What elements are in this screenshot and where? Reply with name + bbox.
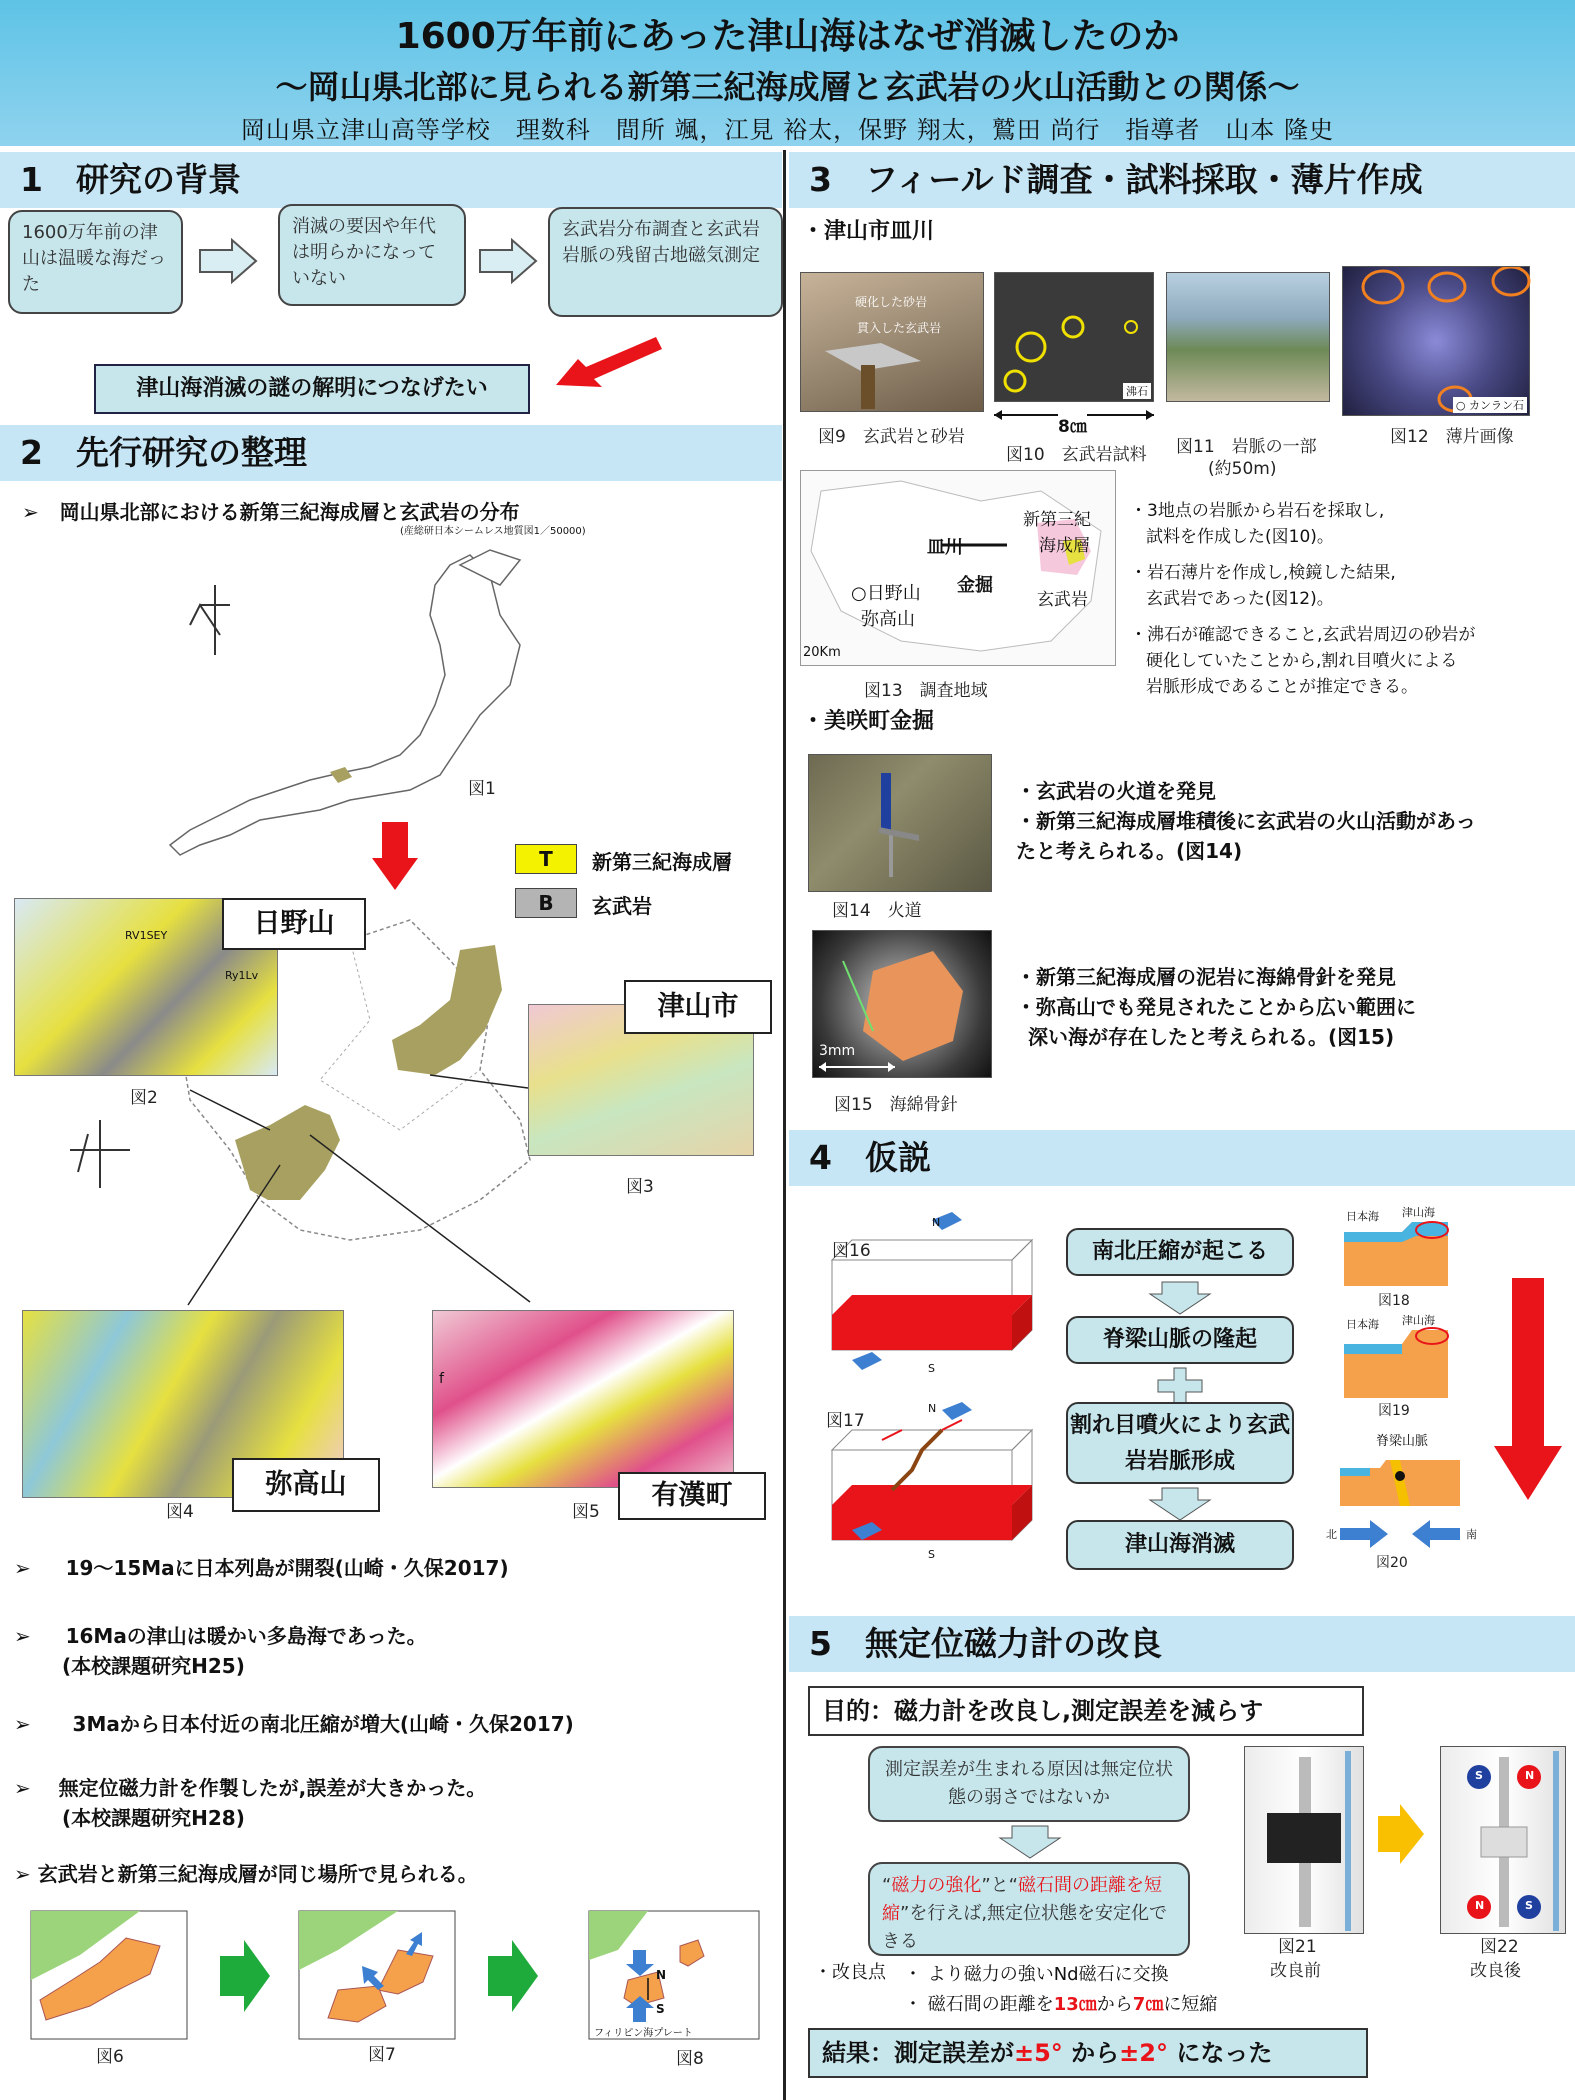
fig20-south: 南 — [1466, 1528, 1477, 1541]
fig9-photo: 硬化した砂岩 貫入した玄武岩 — [800, 272, 984, 412]
place-label-yatakasan: 弥高山 — [232, 1458, 380, 1512]
prior-research-bullet-5: ➢ 玄武岩と新第三紀海成層が同じ場所で見られる。 — [14, 1862, 478, 1886]
fig7-caption: 図7 — [368, 2045, 396, 2065]
legend-t-label: 新第三紀海成層 — [592, 850, 732, 874]
prior-research-bullet-4-ref: (本校課題研究H28) — [62, 1806, 245, 1830]
prior-research-bullet-2: ➢ 16Maの津山は暖かい多島海であった。 — [14, 1624, 427, 1648]
fig15-photo: 3mm — [812, 930, 992, 1078]
fig11-photo — [1166, 272, 1330, 402]
prior-research-bullet-4: ➢ 無定位磁力計を作製したが,誤差が大きかった。 — [14, 1776, 487, 1800]
plus-icon — [1156, 1366, 1204, 1406]
cause-hypothesis-box: 測定誤差が生まれる原因は無定位状態の弱さではないか — [868, 1746, 1190, 1822]
fig17-caption: 図17 — [826, 1411, 865, 1431]
fig21-caption-2: 改良前 — [1270, 1961, 1321, 1981]
fig5-caption: 図5 — [572, 1502, 600, 1522]
fig22-caption-2: 改良後 — [1470, 1961, 1521, 1981]
research-goal-box: 津山海消滅の謎の解明につなげたい — [94, 364, 530, 414]
fig14-notes: ・玄武岩の火道を発見 ・新第三紀海成層堆積後に玄武岩の火山活動があっ たと考えられる。(図14) — [1016, 779, 1476, 863]
column-divider — [783, 150, 786, 2100]
improvement-1: ・ より磁力の強いNd磁石に交換 — [904, 1964, 1169, 1985]
fig21-caption: 図21 — [1278, 1937, 1317, 1957]
hypothesis-step-1: 南北圧縮が起こる — [1066, 1228, 1294, 1276]
flow-arrow-icon — [198, 238, 258, 284]
hypothesis-step-3: 割れ目噴火により玄武岩岩脈形成 — [1066, 1402, 1294, 1484]
section-5-heading: 5 無定位磁力計の改良 — [789, 1616, 1575, 1672]
fig10-photo: 沸石 — [994, 272, 1154, 402]
fig19-sea-label: 日本海 — [1346, 1318, 1379, 1331]
fig22-caption: 図22 — [1480, 1937, 1519, 1957]
fig6-caption: 図6 — [96, 2047, 124, 2067]
fig8-plate-label: フィリピン海プレート — [594, 2028, 693, 2039]
improvement-label: ・改良点 — [814, 1962, 886, 1983]
fig18-sea-label: 日本海 — [1346, 1210, 1379, 1223]
fig20-title: 脊梁山脈 — [1376, 1434, 1429, 1449]
background-box-1: 1600万年前の津山は温暖な海だった — [8, 210, 183, 314]
fig19-caption: 図19 — [1378, 1403, 1410, 1419]
fig16-north: N — [932, 1216, 941, 1229]
section-2-heading: 2 先行研究の整理 — [0, 425, 782, 481]
hypothesis-step-4: 津山海消滅 — [1066, 1520, 1294, 1570]
fig4-caption: 図4 — [166, 1502, 194, 1522]
fig12-photo: ○ カンラン石 — [1342, 266, 1530, 416]
prior-research-bullet-1: ➢ 19～15Maに日本列島が開裂(山崎・久保2017) — [14, 1556, 509, 1580]
background-box-3: 玄武岩分布調査と玄武岩岩脈の残留古地磁気測定 — [548, 207, 783, 317]
fig16-south: S — [928, 1362, 935, 1375]
improvement-hypothesis-box: “磁力の強化”と“磁石間の距離を短縮”を行えば,無定位状態を安定化できる — [868, 1862, 1190, 1956]
result-box: 結果：測定誤差が±5° から±2° になった — [808, 2028, 1368, 2078]
fig15-caption: 図15 海綿骨針 — [834, 1095, 958, 1115]
fig9-caption: 図9 玄武岩と砂岩 — [818, 427, 965, 447]
fig8-south: S — [656, 2002, 665, 2016]
place-label-tsuyama: 津山市 — [624, 980, 772, 1034]
map-source: (産総研日本シームレス地質図1／50000) — [400, 526, 586, 537]
section-1-heading: 1 研究の背景 — [0, 152, 782, 208]
fig10-caption: 図10 玄武岩試料 — [1006, 445, 1147, 465]
fig17-south: S — [928, 1548, 935, 1561]
poster-header — [0, 0, 1575, 146]
fig2-geologic-map: RV1SEY Ry1Lv — [14, 898, 278, 1076]
poster-subtitle: ～岡山県北部に見られる新第三紀海成層と玄武岩の火山活動との関係～ — [275, 68, 1300, 106]
fig13-map: 皿川 金掘 ○日野山 弥高山 新第三紀 海成層 玄武岩 20Km — [800, 470, 1116, 666]
poster-authors: 岡山県立津山高等学校 理数科 間所 颯，江見 裕太，保野 翔太，鷲田 尚行 指導者 山本 隆史 — [240, 116, 1335, 144]
red-down-arrow-icon — [370, 820, 420, 892]
green-arrow-icon — [218, 1938, 272, 2014]
fig14-caption: 図14 火道 — [832, 901, 922, 921]
fig11-caption-2: (約50m) — [1208, 459, 1277, 479]
prior-research-bullet-3: ➢ 3Maから日本付近の南北圧縮が増大(山崎・久保2017) — [14, 1712, 574, 1736]
poster-title: 1600万年前にあった津山海はなぜ消滅したのか — [395, 16, 1180, 57]
fig17-north: N — [928, 1402, 937, 1415]
red-arrow-icon — [548, 333, 666, 405]
fig14-photo — [808, 754, 992, 892]
fig19-tsuyama-label: 津山海 — [1402, 1314, 1435, 1327]
down-arrow-icon — [1148, 1486, 1212, 1522]
red-down-arrow-icon — [1492, 1276, 1564, 1502]
legend-b-label: 玄武岩 — [592, 894, 652, 918]
fig3-caption: 図3 — [626, 1177, 654, 1197]
japan-map — [160, 545, 560, 875]
fig20-diagram — [1330, 1450, 1470, 1554]
fig11-caption: 図11 岩脈の一部 — [1176, 437, 1317, 457]
prior-research-bullet-2-ref: (本校課題研究H25) — [62, 1654, 245, 1678]
place-label-yubara: 有漢町 — [618, 1472, 766, 1520]
section-3-heading: 3 フィールド調査・試料採取・薄片作成 — [789, 152, 1575, 208]
purpose-box: 目的：磁力計を改良し,測定誤差を減らす — [808, 1686, 1364, 1736]
fig21-photo — [1244, 1746, 1364, 1934]
fig8-diagram — [588, 1910, 760, 2040]
improvement-2: ・ 磁石間の距離を13㎝から7㎝に短縮 — [904, 1994, 1218, 2015]
green-arrow-icon — [486, 1938, 540, 2014]
down-arrow-icon — [1148, 1280, 1212, 1316]
flow-arrow-icon — [478, 238, 538, 284]
fig19-diagram — [1342, 1324, 1452, 1400]
fig1-caption: 図1 — [468, 779, 496, 799]
fig8-north: N — [656, 1968, 667, 1982]
fig18-caption: 図18 — [1378, 1293, 1410, 1309]
fig20-caption: 図20 — [1376, 1555, 1408, 1571]
fig5-geologic-map: f — [432, 1310, 734, 1488]
map-title: ➢ 岡山県北部における新第三紀海成層と玄武岩の分布 — [22, 500, 520, 524]
fig12-caption: 図12 薄片画像 — [1390, 427, 1514, 447]
place-label-hiruzen: 日野山 — [222, 898, 366, 950]
fig6-diagram — [30, 1910, 188, 2040]
hypothesis-step-2: 脊梁山脈の隆起 — [1066, 1316, 1294, 1364]
fig8-caption: 図8 — [676, 2049, 704, 2069]
fig7-diagram — [298, 1910, 456, 2040]
kanehori-subheading: ・美咲町金掘 — [802, 709, 935, 734]
field-notes: ・3地点の岩脈から岩石を採取し, 試料を作成した(図10)。 ・岩石薄片を作成し,検鏡した結果, 玄武岩であった(図12)。 ・沸石が確認できること,玄武岩周辺の砂岩が 硬化していたことから,割れ目噴火による 岩脈形成であることが推定できる。 — [1130, 501, 1476, 697]
fig22-photo: S N N S — [1440, 1746, 1566, 1934]
down-arrow-icon — [998, 1824, 1062, 1860]
fig10-scale: 8㎝ — [1058, 412, 1087, 437]
fig13-caption: 図13 調査地域 — [864, 681, 988, 701]
legend-t-swatch: T — [515, 844, 577, 874]
section-4-heading: 4 仮説 — [789, 1130, 1575, 1186]
sarakawa-subheading: ・津山市皿川 — [802, 219, 935, 244]
background-box-2: 消滅の要因や年代は明らかになっていない — [278, 204, 466, 306]
fig15-notes: ・新第三紀海成層の泥岩に海綿骨針を発見 ・弥高山でも発見されたことから広い範囲に 深い海が存在したと考えられる。(図15) — [1016, 965, 1416, 1049]
north-arrow-icon — [60, 1110, 140, 1190]
fig16-caption: 図16 — [832, 1241, 871, 1261]
fig20-north: 北 — [1326, 1528, 1337, 1541]
fig16-block-diagram — [812, 1200, 1042, 1390]
fig2-caption: 図2 — [130, 1088, 158, 1108]
fig18-tsuyama-label: 津山海 — [1402, 1206, 1435, 1219]
legend-b-swatch: B — [515, 888, 577, 918]
orange-arrow-icon — [1376, 1802, 1426, 1866]
